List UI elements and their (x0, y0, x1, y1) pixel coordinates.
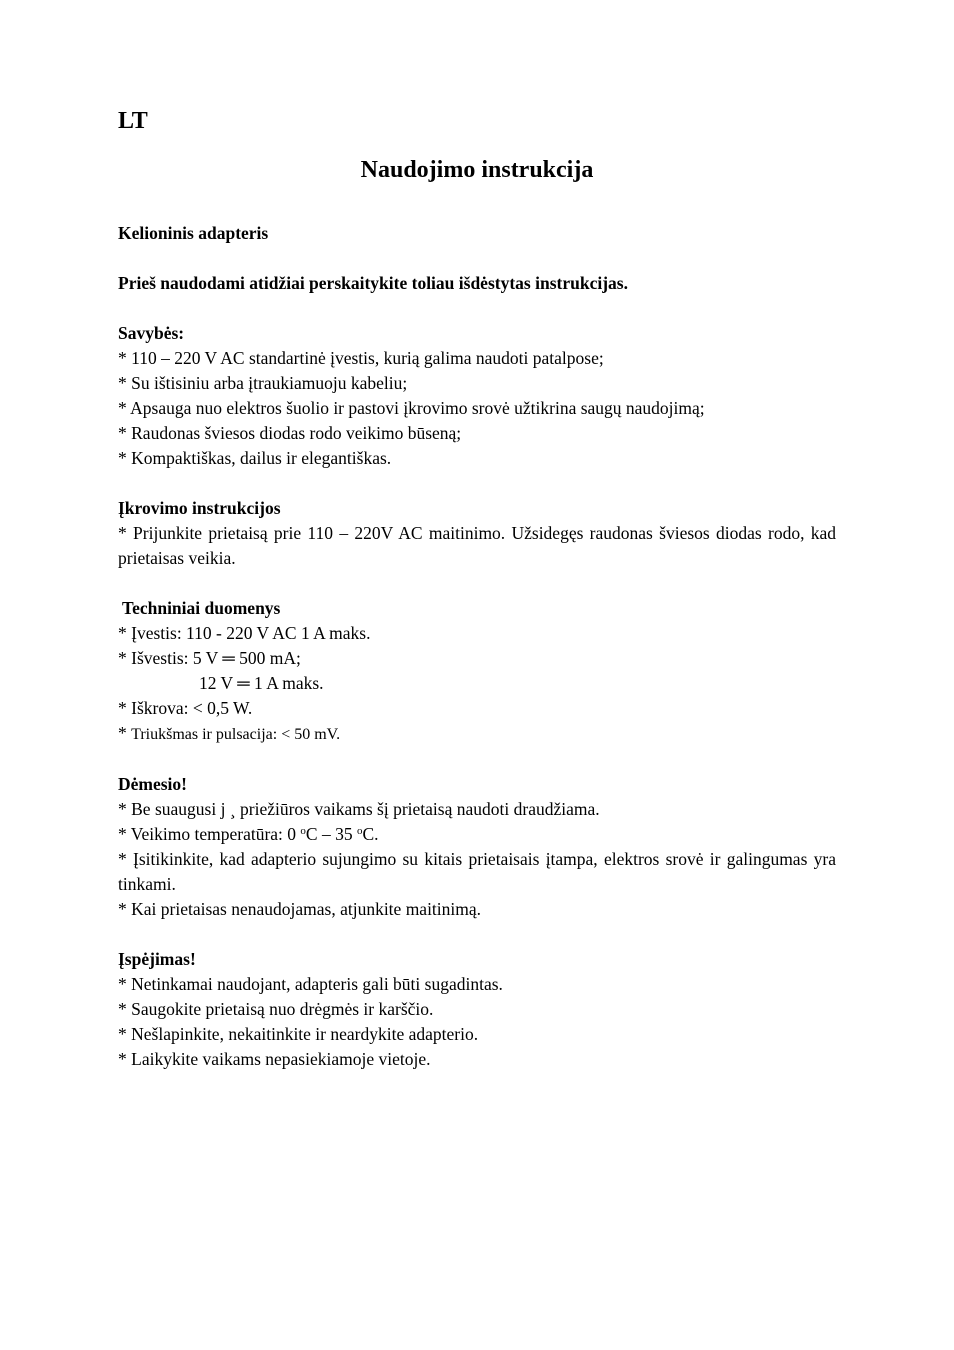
intro-note: Prieš naudodami atidžiai perskaitykite toliau išdėstytas instrukcijas. (118, 273, 628, 293)
warning-item: * Laikykite vaikams nepasiekiamoje vietoje. (118, 1049, 431, 1069)
product-name: Kelioninis adapteris (118, 223, 269, 243)
spec-noise (118, 721, 836, 747)
attention-item: * Be suaugusi ј ¸ priežiūros vaikams šį prietaisą naudoti draudžiama. (118, 799, 600, 819)
features-section (118, 321, 836, 471)
document-title: Naudojimo instrukcija (360, 157, 594, 183)
warning-section (118, 947, 836, 1072)
document-body (118, 221, 836, 1072)
charging-instruction: * Prijunkite prietaisą prie 110 – 220V AC maitinimo. Užsidegęs raudonas šviesos diodas rodo, kad prietaisas veikia. (118, 523, 836, 568)
charging-heading: Įkrovimo instrukcijos (118, 498, 281, 518)
attention-heading: Dėmesio! (118, 774, 188, 794)
spec-output-12v: 12 V ═ 1 A maks. (199, 673, 324, 693)
spec-noise-text: Triukšmas ir pulsacija: < 50 mV. (131, 726, 341, 743)
attention-section (118, 772, 836, 922)
feature-item: * 110 – 220 V AC standartinė įvestis, kurią galima naudoti patalpose; (118, 348, 604, 368)
degree-sign: o (356, 825, 363, 837)
specs-section (118, 596, 836, 747)
temp-mid: C – 35 (305, 824, 357, 844)
features-heading: Savybės: (118, 323, 185, 343)
language-code: LT (118, 108, 148, 134)
feature-item: * Raudonas šviesos diodas rodo veikimo būseną; (118, 423, 462, 443)
temp-prefix: * Veikimo temperatūra: 0 (118, 824, 301, 844)
spec-output: * Išvestis: 5 V ═ 500 mA; (118, 648, 301, 668)
warning-item: * Nešlapinkite, nekaitinkite ir neardykite adapterio. (118, 1024, 479, 1044)
charging-section (118, 496, 836, 571)
attention-item: * Įsitikinkite, kad adapterio sujungimo su kitais prietaisais įtampa, elektros srovė ir galingumas yra tinkami. (118, 849, 836, 894)
spec-noise-bullet: * (118, 723, 127, 743)
attention-item: * Kai prietaisas nenaudojamas, atjunkite maitinimą. (118, 899, 482, 919)
feature-item: * Kompaktiškas, dailus ir elegantiškas. (118, 448, 392, 468)
temp-suffix: C. (362, 824, 379, 844)
warning-item: * Saugokite prietaisą nuo drėgmės ir karščio. (118, 999, 434, 1019)
spec-input: * Įvestis: 110 - 220 V AC 1 A maks. (118, 623, 371, 643)
warning-heading: Įspėjimas! (118, 949, 196, 969)
spec-discharge: * Iškrova: < 0,5 W. (118, 698, 253, 718)
degree-sign: o (300, 825, 306, 837)
attention-temperature (118, 822, 836, 847)
warning-item: * Netinkamai naudojant, adapteris gali būti sugadintas. (118, 974, 503, 994)
feature-item: * Apsauga nuo elektros šuolio ir pastovi įkrovimo srovė užtikrina saugų naudojimą; (118, 398, 705, 418)
specs-heading: Techniniai duomenys (122, 598, 281, 618)
feature-item: * Su ištisiniu arba įtraukiamuoju kabeliu; (118, 373, 408, 393)
